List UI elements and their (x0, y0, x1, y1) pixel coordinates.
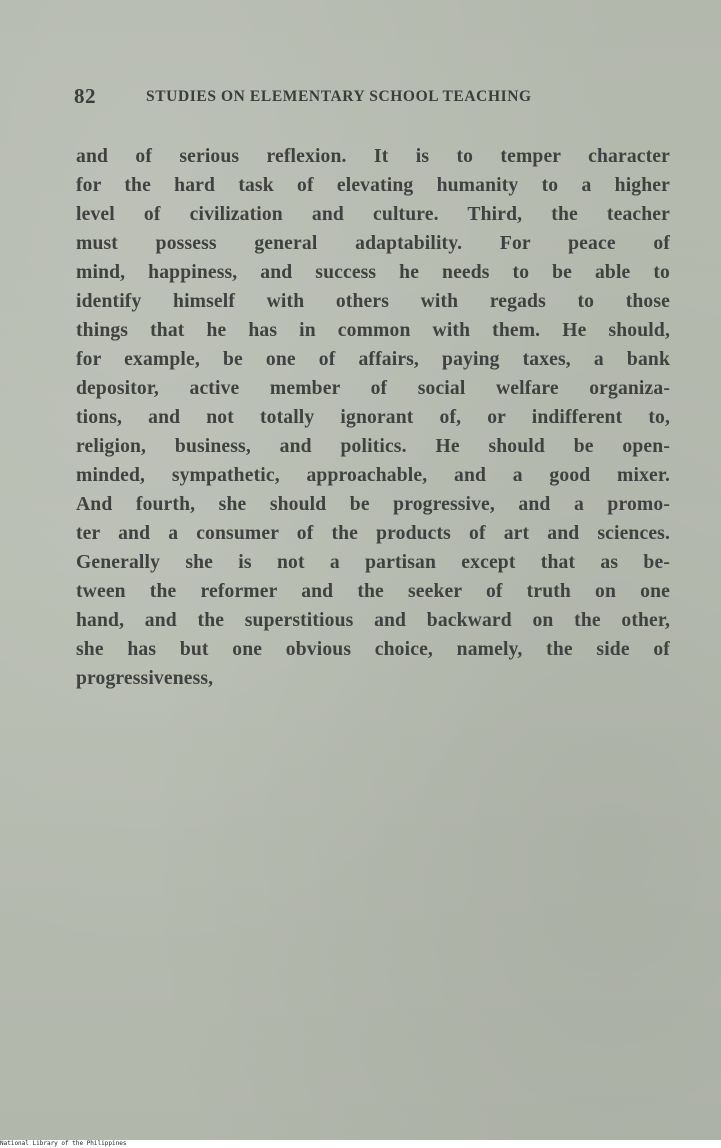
page-header (74, 84, 634, 114)
text-line: ter and a consumer of the products of art and sciences. (76, 523, 670, 544)
text-line: depositor, active member of social welfare organiza- (76, 378, 670, 399)
text-line: mind, happiness, and success he needs to be able to (76, 262, 670, 283)
text-line: minded, sympathetic, approachable, and a good mixer. (76, 465, 670, 486)
text-line-last: progressiveness, (76, 668, 214, 689)
library-credit: National Library of the Philippines (0, 1140, 127, 1147)
text-line: tions, and not totally ignorant of, or indifferent to, (76, 407, 670, 428)
text-line: for the hard task of elevating humanity to a higher (76, 175, 670, 196)
text-line: level of civilization and culture. Third, the teacher (76, 204, 670, 225)
body-paragraph (76, 142, 670, 693)
text-line: must possess general adaptability. For peace of (76, 233, 670, 254)
text-line: And fourth, she should be progressive, and a promo- (76, 494, 670, 515)
text-line: and of serious reflexion. It is to temper character (76, 146, 670, 167)
text-line: for example, be one of affairs, paying taxes, a bank (76, 349, 670, 370)
text-line: identify himself with others with regads to those (76, 291, 670, 312)
page-number: 82 (74, 84, 96, 108)
text-line: hand, and the superstitious and backward on the other, (76, 610, 670, 631)
running-head: STUDIES ON ELEMENTARY SCHOOL TEACHING (146, 88, 532, 105)
footer-strip (0, 1140, 721, 1148)
text-line: tween the reformer and the seeker of truth on one (76, 581, 670, 602)
text-line: Generally she is not a partisan except that as be- (76, 552, 670, 573)
text-line: she has but one obvious choice, namely, the side of (76, 639, 670, 660)
text-line: things that he has in common with them. He should, (76, 320, 670, 341)
text-line: religion, business, and politics. He should be open- (76, 436, 670, 457)
